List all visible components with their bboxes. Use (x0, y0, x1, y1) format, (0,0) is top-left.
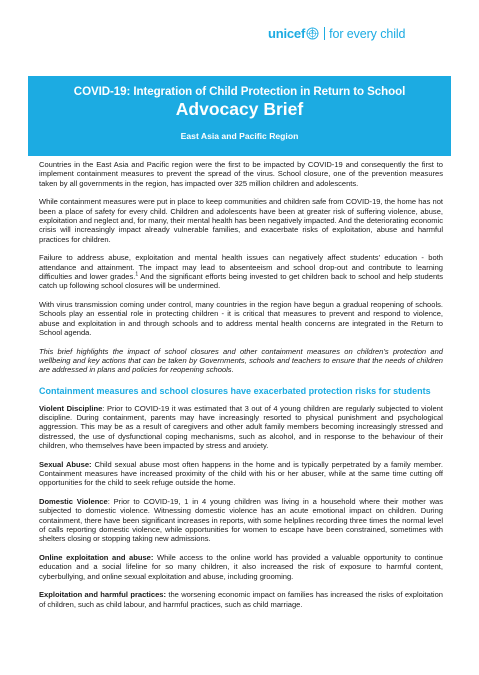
risk-text: the worsening economic impact on families has increased the risks of exploitation of children, such as child labour, and harmful practices, such as child marriage. (39, 590, 443, 609)
intro-paragraph-2: While containment measures were put in place to keep communities and children safe from COVID-19, the home has not been a place of safety for every child. Children and adolescents have been at greater risk of suffering violence, abuse, exploitation and neglect and, for many, their mental health has been negatively impacted. And the deteriorating economic crisis will increasingly impact already vulnerable families, and exacerbate risks of exploitation, abuse and harmful practices for children. (39, 197, 443, 244)
risk-item-domestic-violence (39, 497, 443, 544)
unicef-emblem-icon (306, 27, 319, 40)
failure-text: Failure to address abuse, exploitation and mental health issues can negatively affect students’ education - both attendance and attainment. The impact may lead to absenteeism and school drop-out and contribute to learning difficulties and lower grades. (39, 253, 443, 282)
risk-label: Domestic Violence (39, 497, 108, 507)
logo-wordmark: unicef (268, 26, 306, 41)
title-banner (28, 76, 451, 156)
risk-text: : Prior to COVID-19, 1 in 4 young children was living in a household where their mother was subjected to domestic violence. Witnessing domestic violence has an acute emotional impact on children. During containment, there have been significant increases in reports, with some helplines recording three times the normal level of calls reporting domestic violence, while opportunities for women to escape have been constrained, sometimes with shelters closing or stopping taking new admissions. (39, 497, 443, 544)
risk-item-harmful-practices (39, 590, 443, 609)
risk-text: : Prior to COVID-19 it was estimated that 3 out of 4 young children are regularly subjected to violent discipline. During containment, parents may have increasingly resorted to physical punishment and psychological aggression. This may be as a result of caregivers and other adult family members becoming increasingly stressed and distressed, the use of dysfunctional coping mechanisms, such as alcohol, and in response to the behaviour of their children, who themselves have been impacted by stress and anxiety. (39, 403, 443, 451)
banner-subtitle: Advocacy Brief (175, 99, 304, 119)
risk-label: Exploitation and harmful practices: (39, 590, 166, 600)
footnote-marker[interactable]: 1 (135, 271, 139, 278)
risk-item-sexual-abuse (39, 460, 443, 488)
risk-text: Child sexual abuse most often happens in the home and is typically perpetrated by a family member. Containment measures have increased proximity of the child with his or her abuser, while at the same time cutting off opportunities for the child to seek refuge outside the home. (39, 459, 443, 488)
banner-title: COVID-19: Integration of Child Protection in Return to School (73, 85, 406, 98)
risk-label: Violent Discipline (39, 403, 103, 413)
brief-summary-paragraph: This brief highlights the impact of school closures and other containment measures on children’s protection and wellbeing and key actions that can be taken by Governments, schools and teachers to ensure that the needs of children are addressed in plans and policies for reopening schools. (39, 346, 443, 375)
intro-paragraph-1: Countries in the East Asia and Pacific region were the first to be impacted by COVID-19 and consequently the first to implement containment measures to prevent the spread of the virus. School closure, one of the prevention measures taken by all governments in the region, has impacted over 325 million children and adolescents. (39, 160, 443, 188)
banner-region: East Asia and Pacific Region (180, 131, 299, 141)
risk-label: Online exploitation and abuse: (39, 553, 154, 563)
risk-text: While access to the online world has provided a valuable opportunity to continue education and a social lifeline for so many children, it also increased the risk of exposure to harmful content, cyberbullying, and online sexual exploitation and abuse, including grooming. (39, 553, 443, 581)
reopening-paragraph: With virus transmission coming under control, many countries in the region have begun a gradual reopening of schools. Schools play an essential role in protecting children - it is critical that measures to prevent and respond to violence, abuse and exploitation in and through schools and to address mental health concerns are integrated in the Return to School agenda. (39, 300, 443, 338)
logo-tagline: for every child (329, 26, 406, 41)
failure-text-continued: And the significant efforts being invested to get children back to school and help students catch up following school closures will be undermined. (39, 272, 444, 291)
risk-item-violent-discipline (39, 404, 443, 451)
failure-paragraph (39, 253, 443, 290)
logo-divider (324, 27, 325, 40)
risk-item-online-exploitation (39, 553, 443, 581)
document-body (39, 160, 443, 618)
unicef-logo (268, 26, 405, 41)
section-heading: Containment measures and school closures have exacerbated protection risks for students (39, 385, 431, 396)
risk-label: Sexual Abuse: (39, 459, 92, 469)
